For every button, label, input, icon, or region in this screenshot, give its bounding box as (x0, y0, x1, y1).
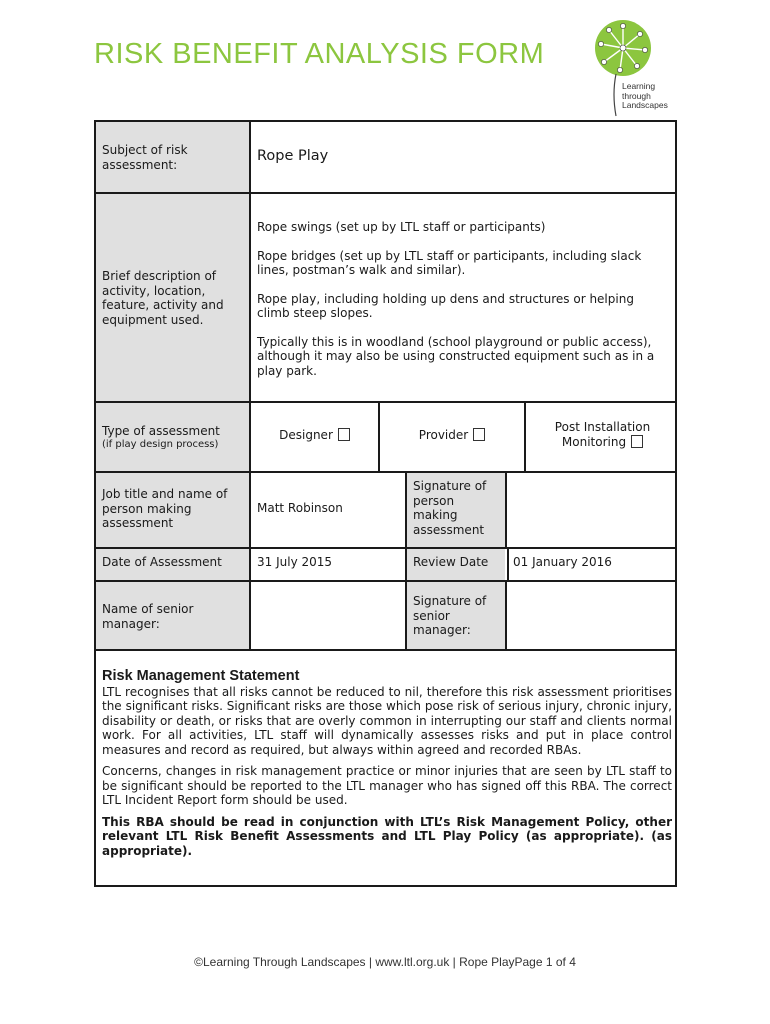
subject-value[interactable]: Rope Play (257, 148, 329, 164)
sig-person-field[interactable] (507, 473, 675, 547)
grid-line (524, 401, 526, 471)
brief-paragraph: Rope play, including holding up dens and structures or helping climb steep slopes. (257, 291, 634, 320)
brief-paragraph: Typically this is in woodland (school playground or public access), although it may also be using constructed equipment such as in a play park. (257, 334, 655, 378)
page-footer: ©Learning Through Landscapes | www.ltl.org.uk | Rope PlayPage 1 of 4 (194, 955, 576, 969)
date-label: Date of Assessment (102, 555, 222, 569)
brief-description[interactable] (257, 220, 669, 386)
job-label: Job title and name of person making assessment (102, 487, 228, 530)
senior-label: Name of senior manager: (102, 602, 194, 631)
review-value[interactable]: 01 January 2016 (513, 555, 612, 569)
senior-label-cell (96, 582, 249, 649)
sig-senior-label: Signature of senior manager: (413, 594, 487, 637)
review-label-cell (407, 549, 505, 580)
statement-paragraph: LTL recognises that all risks cannot be reduced to nil, therefore this risk assessment prioritises the significant risks. Significant risks are those which pose risk of serious injury, chronic injury, disability or death, or risks that are overly common in interrupting our staff and clients normal work. For all activities, LTL staff will dynamically assesses risks and put in place control measures and record as required, but always within agreed and recorded RBAs. (102, 684, 672, 757)
job-label-cell (96, 473, 249, 547)
option-provider-label: Provider (418, 428, 469, 442)
risk-form (94, 120, 677, 887)
brief-paragraph: Rope swings (set up by LTL staff or participants) (257, 220, 546, 234)
type-sublabel: (if play design process) (102, 439, 219, 450)
brief-label: Brief description of activity, location, feature, activity and equipment used. (102, 269, 224, 327)
statement-heading: Risk Management Statement (102, 668, 300, 684)
subject-label-cell (96, 122, 249, 192)
sig-person-label: Signature of person making assessment (413, 479, 487, 537)
grid-line (96, 547, 675, 549)
type-label-cell (96, 403, 249, 471)
form-title: RISK BENEFIT ANALYSIS FORM (94, 38, 545, 70)
grid-line (96, 580, 675, 582)
grid-line (507, 547, 509, 580)
subject-label: Subject of risk assessment: (102, 143, 188, 172)
option-designer-label: Designer (279, 428, 333, 442)
option-post-installation[interactable] (534, 420, 671, 449)
brief-paragraph: Rope bridges (set up by LTL staff or participants, including slack lines, postman’s walk and similar). (257, 248, 642, 277)
designer-checkbox[interactable] (338, 428, 350, 441)
date-value[interactable]: 31 July 2015 (257, 555, 333, 569)
grid-line (378, 401, 380, 471)
option-designer[interactable] (251, 428, 378, 443)
sig-senior-field[interactable] (507, 582, 675, 649)
brief-label-cell (96, 194, 249, 401)
grid-line (96, 649, 675, 651)
grid-line (249, 122, 251, 649)
sig-person-label-cell (407, 473, 505, 547)
risk-management-statement (102, 669, 672, 865)
date-label-cell (96, 549, 249, 580)
grid-line (505, 580, 507, 649)
grid-line (96, 401, 675, 403)
job-value[interactable]: Matt Robinson (257, 501, 343, 515)
senior-name-field[interactable] (251, 582, 405, 649)
logo-wordmark: Learning through Landscapes (622, 81, 668, 110)
statement-paragraph: Concerns, changes in risk management practice or minor injuries that are seen by LTL staff to be significant should be reported to the LTL manager who has signed off this RBA. The correct LTL Incident Report form should be used. (102, 764, 672, 807)
type-label: Type of assessment (102, 424, 220, 438)
option-provider[interactable] (380, 428, 524, 443)
grid-line (505, 471, 507, 547)
grid-line (405, 471, 407, 649)
grid-line (96, 471, 675, 473)
statement-policy-note: This RBA should be read in conjunction with LTL’s Risk Management Policy, other relevant LTL Risk Benefit Assessments and LTL Play Policy (as appropriate). (as appropriate). (102, 814, 672, 858)
sig-senior-label-cell (407, 582, 505, 649)
post-installation-checkbox[interactable] (631, 435, 643, 448)
option-post-label: Post Installation Monitoring (554, 420, 651, 449)
grid-line (96, 192, 675, 194)
provider-checkbox[interactable] (473, 428, 485, 441)
review-label: Review Date (413, 555, 489, 569)
